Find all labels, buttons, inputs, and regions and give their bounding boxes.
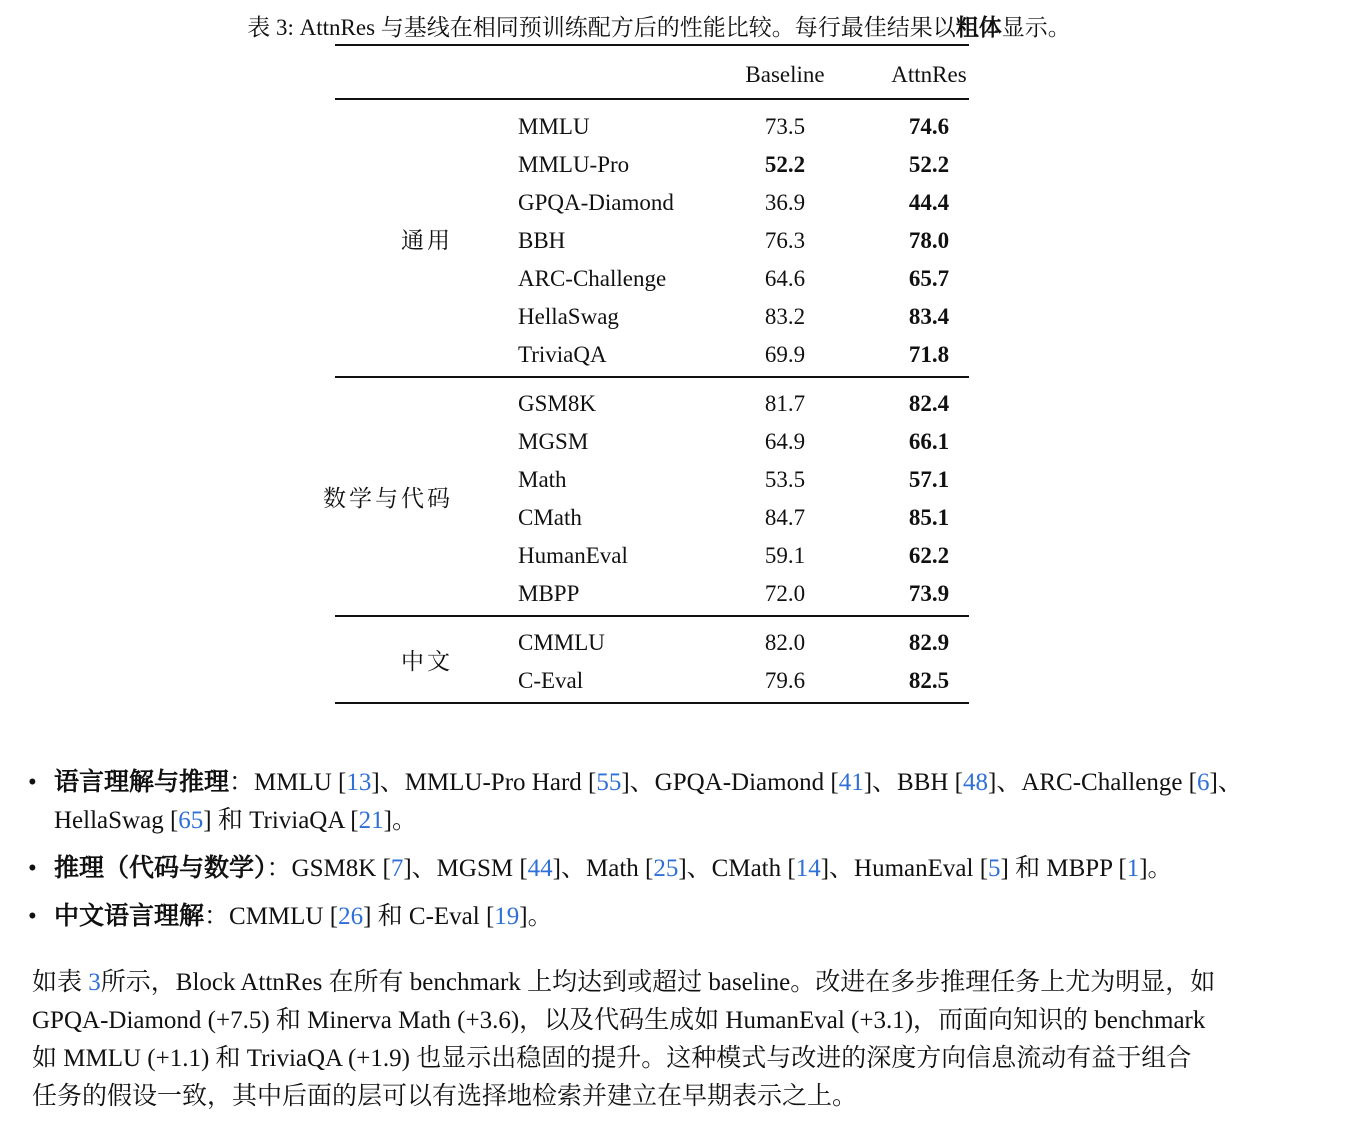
- citation-link[interactable]: 26: [338, 903, 364, 930]
- task-name: HumanEval: [518, 543, 628, 568]
- attnres-score: 52.2: [908, 152, 950, 177]
- attnres-score: 71.8: [908, 342, 950, 367]
- task-name: Math: [518, 467, 567, 492]
- text-span: ：GSM8K [: [266, 855, 391, 882]
- text-span: ]、BBH [: [863, 769, 963, 796]
- list-item-line: [54, 898, 553, 936]
- baseline-score: 64.6: [764, 266, 806, 291]
- paragraph-line: [32, 1002, 1205, 1040]
- citation-link[interactable]: 13: [346, 769, 372, 796]
- citation-link[interactable]: 65: [178, 807, 204, 834]
- baseline-score: 84.7: [764, 505, 806, 530]
- task-name: HellaSwag: [518, 304, 619, 329]
- text-span: ] 和 C-Eval [: [363, 903, 495, 930]
- text-span: ]。: [1139, 855, 1173, 882]
- task-name: ARC-Challenge: [518, 266, 667, 291]
- text-span: 所示，Block AttnRes 在所有 benchmark 上均达到或超过 baseline。改进在多步推理任务上尤为明显，如: [100, 969, 1216, 996]
- citation-link[interactable]: 5: [988, 855, 1001, 882]
- attnres-score: 78.0: [908, 228, 950, 253]
- attnres-score: 66.1: [908, 429, 950, 454]
- attnres-score: 57.1: [908, 467, 950, 492]
- table-header-rule: [335, 98, 969, 100]
- text-span: ]、MGSM [: [403, 855, 528, 882]
- text-span: GPQA-Diamond (+7.5) 和 Minerva Math (+3.6)，以及代码生成如 HumanEval (+3.1)，而面向知识的 benchmark: [32, 1007, 1206, 1034]
- citation-link[interactable]: 25: [653, 855, 679, 882]
- citation-link[interactable]: 55: [596, 769, 622, 796]
- group-separator-rule: [335, 376, 969, 378]
- citation-link[interactable]: 7: [390, 855, 404, 882]
- paragraph-line: [32, 964, 1215, 1002]
- baseline-score: 79.6: [764, 668, 806, 693]
- baseline-score: 72.0: [764, 581, 806, 606]
- caption-suffix: 显示。: [1001, 15, 1071, 40]
- baseline-score: 81.7: [764, 391, 806, 416]
- task-name: MMLU-Pro: [518, 152, 630, 177]
- task-name: BBH: [518, 228, 566, 253]
- paragraph-line: [32, 1078, 857, 1116]
- task-name: MBPP: [518, 581, 580, 606]
- text-span: 如表: [32, 969, 89, 996]
- text-span: ]、CMath [: [678, 855, 796, 882]
- task-name: GSM8K: [518, 391, 596, 416]
- text-span: ：MMLU [: [229, 769, 347, 796]
- task-name: GPQA-Diamond: [518, 190, 674, 215]
- attnres-score: 62.2: [908, 543, 950, 568]
- list-item-label: 中文语言理解: [54, 903, 205, 930]
- task-name: TriviaQA: [518, 342, 607, 367]
- attnres-score: 73.9: [908, 581, 950, 606]
- text-span: ]、MMLU-Pro Hard [: [371, 769, 597, 796]
- task-name: CMMLU: [518, 630, 605, 655]
- citation-link[interactable]: 48: [963, 769, 988, 796]
- attnres-score: 74.6: [908, 114, 950, 139]
- attnres-score: 44.4: [908, 190, 950, 215]
- bullet-dot-icon: •: [28, 903, 37, 930]
- text-span: ]。: [383, 807, 417, 834]
- header-attnres: AttnRes: [891, 62, 967, 87]
- bullet-dot-icon: •: [28, 855, 37, 882]
- baseline-score: 64.9: [764, 429, 806, 454]
- baseline-score: 52.2: [764, 152, 806, 177]
- task-name: C-Eval: [518, 668, 584, 693]
- text-span: ]、ARC-Challenge [: [988, 769, 1197, 796]
- baseline-score: 53.5: [764, 467, 806, 492]
- task-name: CMath: [518, 505, 582, 530]
- category-label: 通用: [401, 228, 453, 253]
- list-item-line: [54, 850, 1173, 888]
- table-caption: [0, 12, 1318, 44]
- attnres-score: 82.9: [908, 630, 950, 655]
- text-span: HellaSwag [: [54, 807, 179, 834]
- citation-link[interactable]: 19: [494, 903, 520, 930]
- caption-prefix: 表 3: AttnRes 与基线在相同预训练配方后的性能比较。每行最佳结果以: [247, 15, 956, 40]
- table-bottom-rule: [335, 702, 969, 704]
- list-item-line: [54, 802, 417, 840]
- attnres-score: 65.7: [908, 266, 950, 291]
- baseline-score: 83.2: [764, 304, 806, 329]
- text-span: ：CMMLU [: [204, 903, 339, 930]
- attnres-score: 82.5: [908, 668, 950, 693]
- citation-link[interactable]: 44: [527, 855, 553, 882]
- text-span: ]、: [1209, 769, 1243, 796]
- attnres-score: 85.1: [908, 505, 950, 530]
- text-span: ]、GPQA-Diamond [: [621, 769, 839, 796]
- text-span: ]、Math [: [552, 855, 654, 882]
- paragraph-line: [32, 1040, 1191, 1078]
- citation-link[interactable]: 1: [1126, 855, 1140, 882]
- citation-link[interactable]: 21: [358, 807, 384, 834]
- list-item-label: 推理（代码与数学）: [54, 855, 267, 882]
- text-span: ] 和 MBPP [: [1000, 855, 1127, 882]
- list-item-label: 语言理解与推理: [54, 769, 230, 796]
- table-top-rule: [335, 44, 969, 46]
- attnres-score: 83.4: [908, 304, 950, 329]
- text-span: ] 和 TriviaQA [: [203, 807, 359, 834]
- bullet-dot-icon: •: [28, 769, 37, 796]
- citation-link[interactable]: 3: [88, 969, 101, 996]
- citation-link[interactable]: 41: [838, 769, 864, 796]
- group-separator-rule: [335, 615, 969, 617]
- category-label: 数学与代码: [323, 486, 453, 511]
- citation-link[interactable]: 14: [795, 855, 821, 882]
- baseline-score: 76.3: [764, 228, 806, 253]
- task-name: MGSM: [518, 429, 589, 454]
- caption-bold: 粗体: [955, 15, 1002, 40]
- attnres-score: 82.4: [908, 391, 950, 416]
- baseline-score: 73.5: [764, 114, 806, 139]
- citation-link[interactable]: 6: [1197, 769, 1210, 796]
- baseline-score: 36.9: [764, 190, 806, 215]
- baseline-score: 69.9: [764, 342, 806, 367]
- text-span: 如 MMLU (+1.1) 和 TriviaQA (+1.9) 也显示出稳固的提升。这种模式与改进的深度方向信息流动有益于组合: [32, 1045, 1192, 1072]
- text-span: ]、HumanEval [: [820, 855, 989, 882]
- category-label: 中文: [401, 649, 453, 674]
- text-span: 任务的假设一致，其中后面的层可以有选择地检索并建立在早期表示之上。: [32, 1083, 858, 1110]
- baseline-score: 82.0: [764, 630, 806, 655]
- text-span: ]。: [519, 903, 553, 930]
- baseline-score: 59.1: [764, 543, 806, 568]
- header-baseline: Baseline: [745, 62, 825, 87]
- list-item-line: [54, 764, 1243, 802]
- task-name: MMLU: [518, 114, 590, 139]
